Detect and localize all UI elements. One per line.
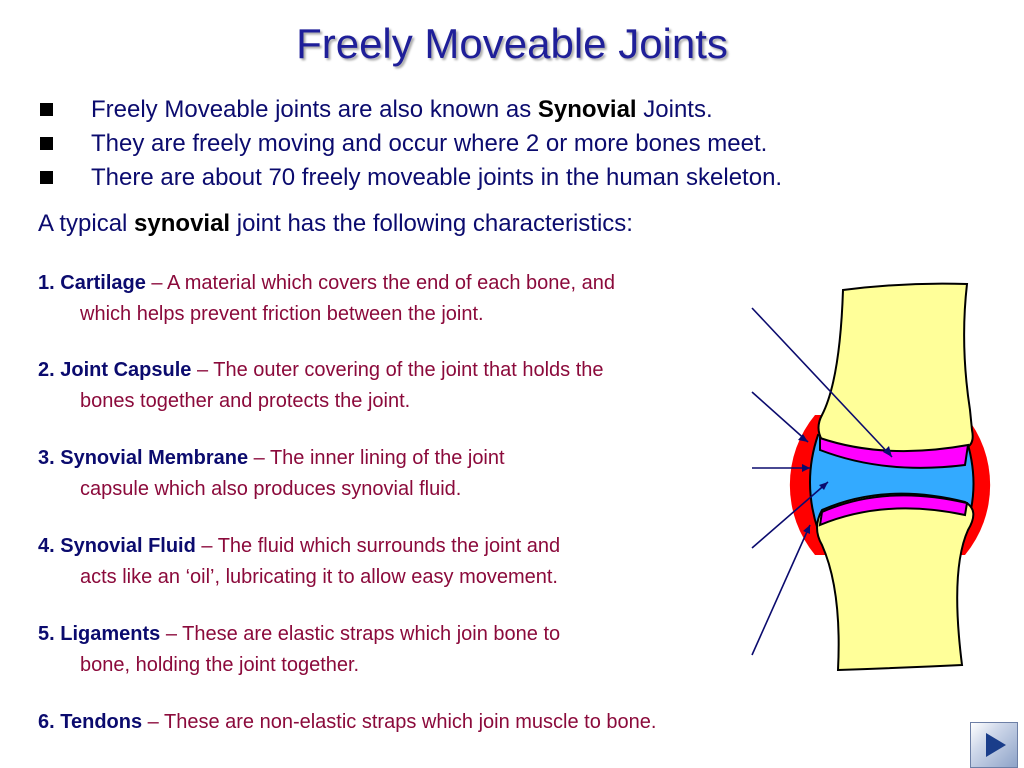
item-definition-cont: acts like an ‘oil’, lubricating it to allow easy movement. [80,566,558,588]
next-arrow-icon [986,733,1006,757]
item-definition-cont: capsule which also produces synovial fluid. [80,478,462,500]
item-definition: – A material which covers the end of each bone, and [145,272,616,294]
characteristic-synovial-fluid [38,531,560,593]
item-definition-cont: bones together and protects the joint. [80,390,411,412]
item-term: Cartilage [60,272,146,294]
item-number: 3. [38,447,55,469]
synovial-joint-diagram [740,270,1020,690]
slide-title: Freely Moveable Joints [296,20,728,67]
item-definition-cont: bone, holding the joint together. [80,654,360,676]
characteristic-ligaments [38,619,560,681]
intro-text [38,210,633,238]
upper-bone [819,284,973,454]
item-definition: – These are non-elastic straps which join muscle to bone. [142,711,657,733]
characteristic-tendons [38,707,656,738]
bullet-item [38,93,782,127]
item-number: 4. [38,535,55,557]
bullet-text: There are about 70 freely moveable joints in the human skeleton. [91,164,783,191]
item-number: 5. [38,623,55,645]
characteristic-cartilage [38,268,615,330]
item-number: 2. [38,359,55,381]
item-definition: – The fluid which surrounds the joint and [195,535,561,557]
bullet-text-after: Joints. [636,96,713,123]
bullet-list [38,93,782,195]
intro-before: A typical [38,210,135,237]
bullet-square-icon [40,103,53,116]
item-definition-cont: which helps prevent friction between the joint. [80,303,484,325]
item-term: Synovial Membrane [60,447,249,469]
item-definition: – The outer covering of the joint that holds the [191,359,604,381]
item-term: Joint Capsule [60,359,192,381]
item-definition: – The inner lining of the joint [248,447,505,469]
bullet-item [38,127,782,161]
item-number: 6. [38,711,55,733]
next-slide-button[interactable] [970,722,1018,768]
item-term: Ligaments [60,623,161,645]
intro-after: joint has the following characteristics: [230,210,633,237]
item-definition: – These are elastic straps which join bone to [160,623,561,645]
item-number: 1. [38,272,55,294]
characteristic-joint-capsule [38,355,604,417]
bullet-bold-text: Synovial [537,96,637,123]
arrow-joint-capsule [752,392,808,442]
item-term: Tendons [60,711,143,733]
bullet-text: They are freely moving and occur where 2 or more bones meet. [91,130,768,157]
bullet-square-icon [40,171,53,184]
bullet-item [38,161,782,195]
intro-bold: synovial [134,210,231,237]
bullet-square-icon [40,137,53,150]
item-term: Synovial Fluid [60,535,196,557]
arrow-ligaments [752,525,810,655]
bullet-text: Freely Moveable joints are also known as [91,96,538,123]
characteristic-synovial-membrane [38,443,505,505]
lower-bone [817,494,973,670]
